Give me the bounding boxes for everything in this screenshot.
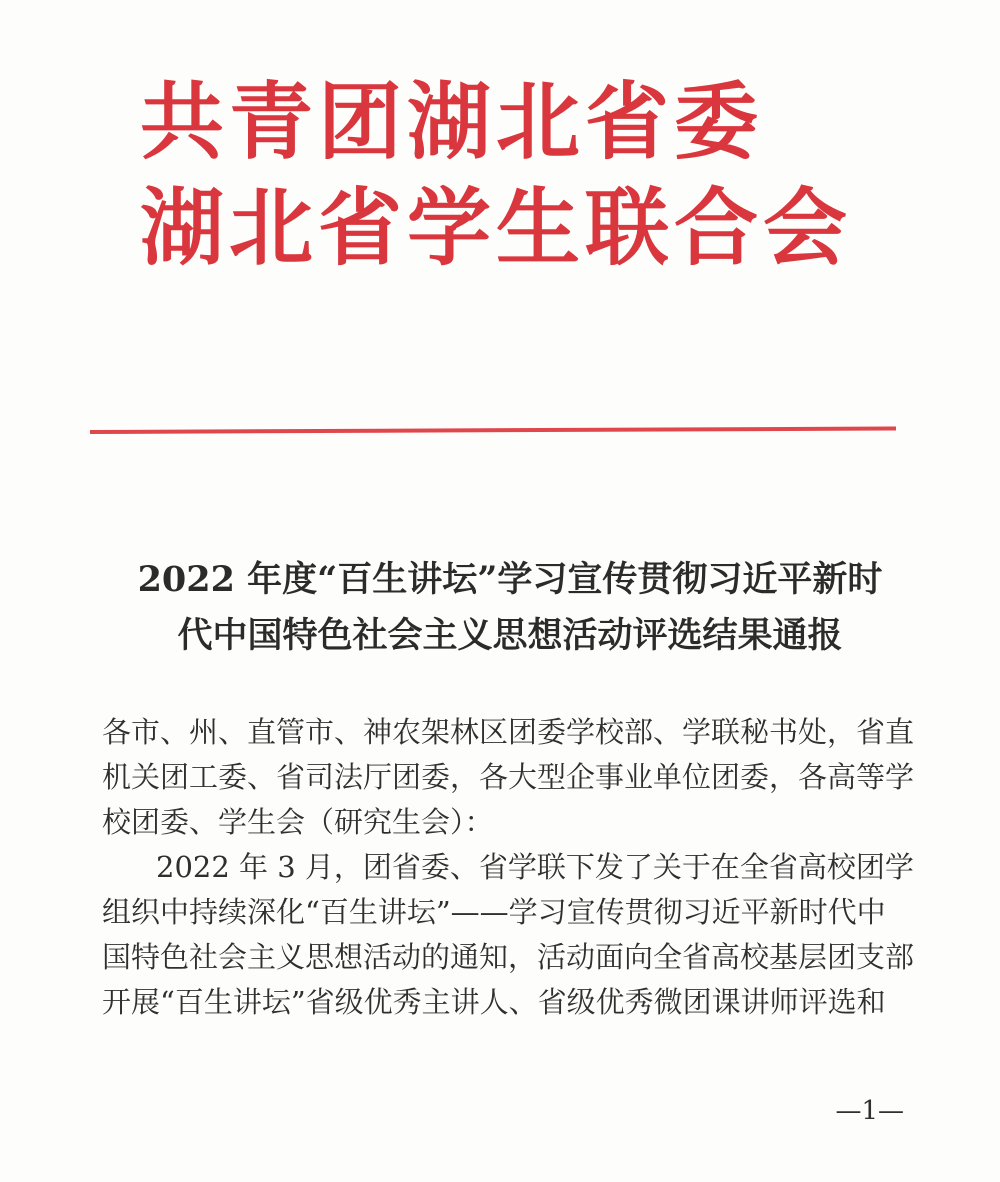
red-divider-rule <box>90 426 896 434</box>
body-line: 国特色社会主义思想活动的通知，活动面向全省高校基层团支部 <box>102 940 915 974</box>
body-line: 机关团工委、省司法厅团委，各大型企事业单位团委，各高等学 <box>102 760 915 794</box>
body-line: 组织中持续深化“百生讲坛”——学习宣传贯彻习近平新时代中 <box>102 895 886 929</box>
issuer-line-1: 共青团湖北省委 <box>140 73 764 171</box>
page-number: —1— <box>835 1096 904 1126</box>
document-title-line-2: 代中国特色社会主义思想活动评选结果通报 <box>177 615 843 656</box>
body-line: 校团委、学生会（研究生会）： <box>102 805 494 839</box>
body-line: 各市、州、直管市、神农架林区团委学校部、学联秘书处，省直 <box>102 715 915 749</box>
document-title-line-1: 2022 年度“百生讲坛”学习宣传贯彻习近平新时 <box>137 559 883 600</box>
issuer-line-2: 湖北省学生联合会 <box>140 179 853 277</box>
body-line: 开展“百生讲坛”省级优秀主讲人、省级优秀微团课讲师评选和 <box>102 985 886 1019</box>
document-title <box>110 552 910 664</box>
body-line: 2022 年 3 月，团省委、省学联下发了关于在全省高校团学 <box>156 850 914 884</box>
document-body <box>102 710 915 1025</box>
